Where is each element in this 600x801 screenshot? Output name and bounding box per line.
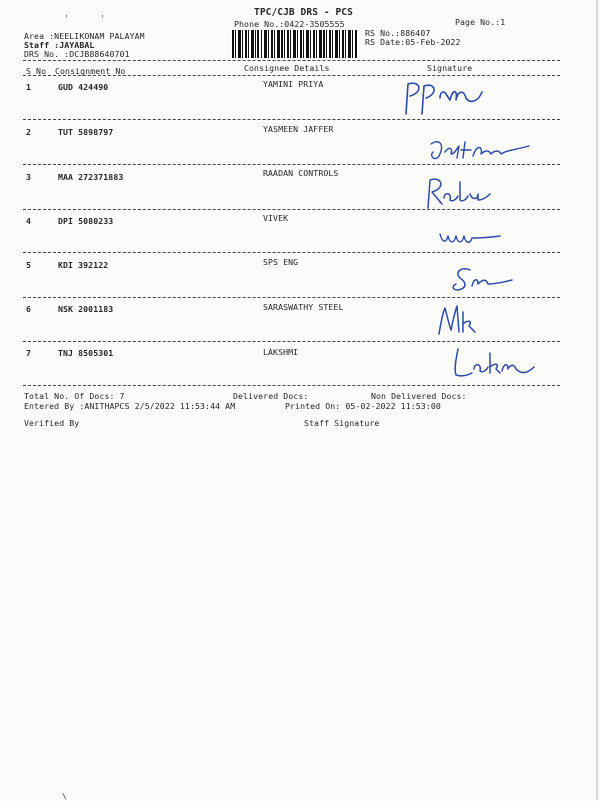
row-consignee: LAKSHMI [263,347,299,357]
row-consignment: DPI 5080233 [58,216,114,226]
divider [23,341,560,342]
column-header-consignment: Consignment No [55,66,126,76]
stray-mark: ' [100,14,105,23]
divider [23,164,560,165]
area-field: Area :NEELIKONAM PALAYAM [24,31,145,41]
column-header-signature: Signature [427,63,473,73]
non-delivered-docs: Non Delivered Docs: [371,391,467,401]
row-sno: 5 [26,260,32,270]
column-header-consignee: Consignee Details [244,63,330,73]
total-docs: Total No. Of Docs: 7 [24,391,125,401]
row-consignee: RAADAN CONTROLS [263,168,339,178]
row-consignee: SPS ENG [263,257,299,267]
rs-date: RS Date:05-Feb-2022 [365,37,461,47]
handwritten-signature [436,228,506,248]
divider [23,75,560,76]
row-consignment: TUT 5898797 [58,127,114,137]
page-edge [596,0,598,800]
divider [23,209,560,210]
divider [23,385,560,386]
stray-mark: \ [62,792,67,801]
row-sno: 2 [26,127,32,137]
column-header-sno: S No [26,66,47,76]
row-consignee: VIVEK [263,213,289,223]
rs-number: RS No.:886407 [365,28,431,38]
handwritten-signature [448,264,518,294]
row-sno: 1 [26,82,32,92]
barcode [231,30,359,58]
row-consignment: NSK 2001183 [58,304,114,314]
printed-on: Printed On: 05-02-2022 11:53:00 [285,401,441,411]
staff-field: Staff :JAYABAL [24,40,95,50]
row-consignee: YASMEEN JAFFER [263,124,334,134]
row-consignment: KDI 392122 [58,260,109,270]
divider [23,119,560,120]
verified-by-label: Verified By [24,418,80,428]
row-sno: 3 [26,172,32,182]
row-sno: 6 [26,304,32,314]
handwritten-signature [398,78,508,118]
delivered-docs: Delivered Docs: [233,391,309,401]
document-title: TPC/CJB DRS - PCS [254,7,353,18]
row-sno: 4 [26,216,32,226]
row-consignment: MAA 272371883 [58,172,124,182]
row-sno: 7 [26,348,32,358]
handwritten-signature [425,136,535,166]
row-consignee: YAMINI PRIYA [263,79,324,89]
divider [23,297,560,298]
handwritten-signature [422,174,502,210]
entered-by: Entered By :ANITHAPCS 2/5/2022 11:53:44 AM [24,401,236,411]
drs-number: DRS No. :DCJB88640701 [24,49,130,59]
page-number: Page No.:1 [455,17,506,27]
staff-signature-label: Staff Signature [304,418,380,428]
phone-number: Phone No.:0422-3505555 [234,19,345,29]
handwritten-signature [448,345,538,381]
row-consignment: GUD 424490 [58,82,109,92]
row-consignee: SARASWATHY STEEL [263,302,344,312]
divider [23,252,560,253]
handwritten-signature [433,302,493,338]
stray-mark: ' [64,14,69,23]
row-consignment: TNJ 8505301 [58,348,114,358]
divider [23,60,560,61]
